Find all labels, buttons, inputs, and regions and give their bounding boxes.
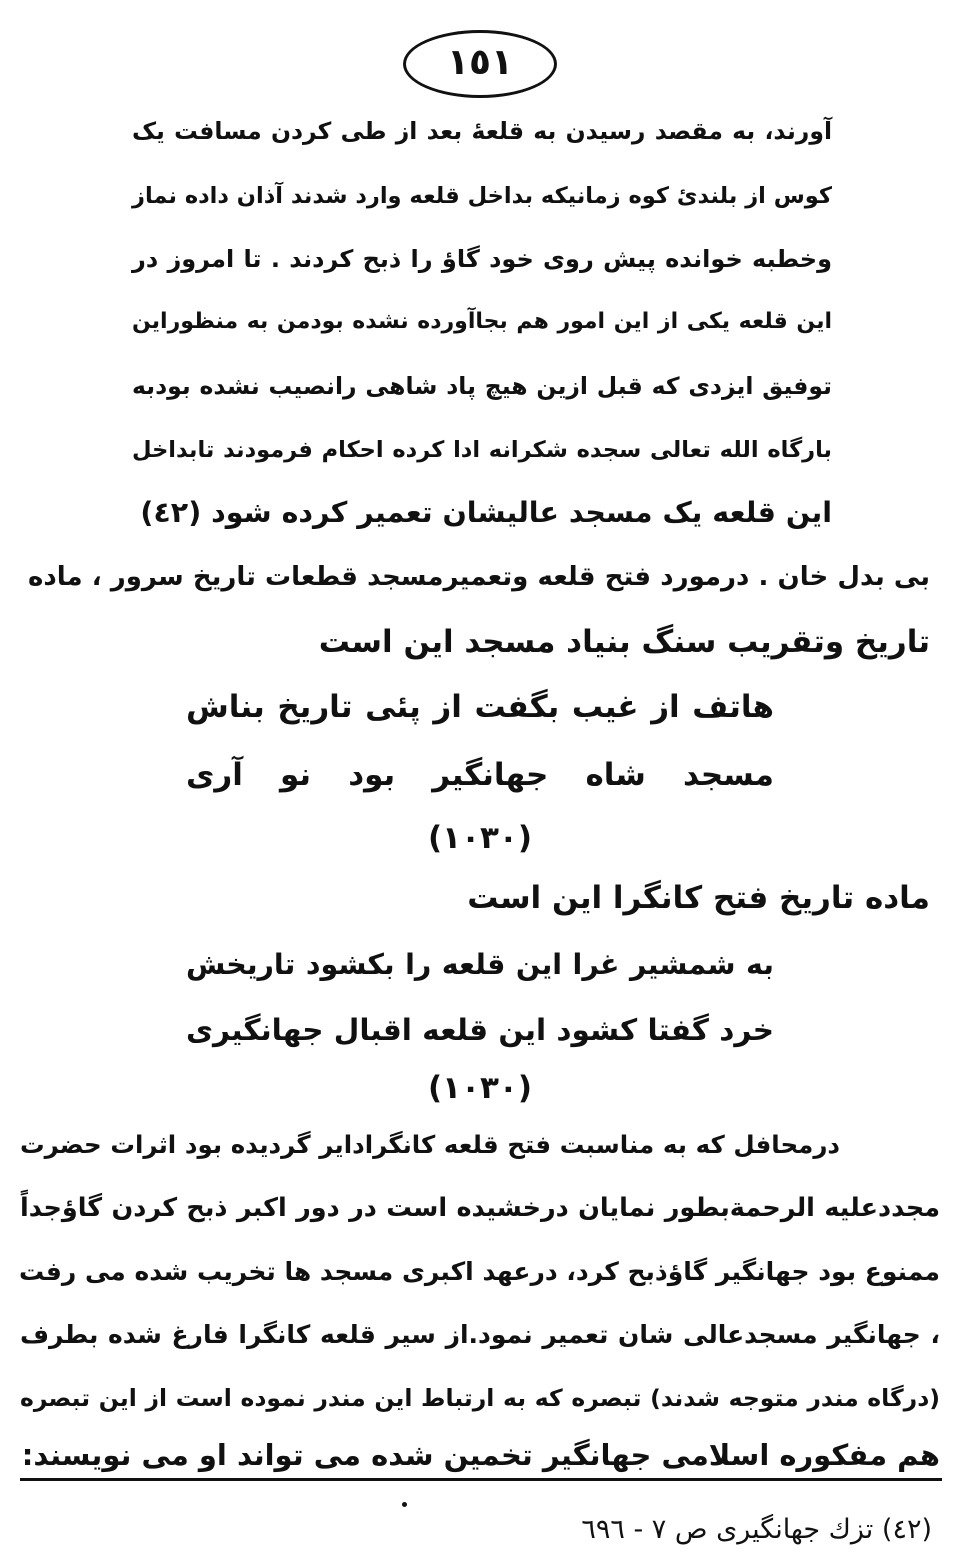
paragraph-1-line-2: کوس از بلندئ کوه زمانیکه بداخل قلعه وارد شدند آذان داده نماز	[132, 183, 832, 209]
verse-2-line-1: به شمشیر غرا این قلعه را بکشود تاریخش	[186, 948, 774, 981]
verse-1-line-1: هاتف از غیب بگفت از پئی تاریخ بناش	[186, 689, 774, 725]
paragraph-3-line-5: (درگاه مندر متوجه شدند) تبصره که به ارتباط این مندر نموده است از این تبصره	[20, 1384, 940, 1412]
verse-1-year: (١٠٣٠)	[427, 820, 533, 856]
page-number: ١٥١	[403, 30, 557, 98]
ink-dot	[402, 1502, 407, 1507]
page-number-frame	[0, 30, 960, 98]
paragraph-1-line-3: وخطبه خوانده پیش روی خود گاؤ را ذبح کردند . تا امروز در	[132, 245, 832, 273]
intro-2: ماده تاریخ فتح کانگرا این است	[467, 880, 930, 916]
paragraph-3-line-2: مجددعلیه الرحمةبطور نمایان درخشیده است در دور اکبر ذبح کردن گاؤجداً	[20, 1193, 940, 1223]
paragraph-2-line-2: تاریخ وتقریب سنگ بنیاد مسجد این است	[318, 624, 930, 660]
paragraph-3-line-4: ، جهانگیر مسجدعالی شان تعمیر نمود.از سیر قلعه کانگرا فارغ شده بطرف	[20, 1320, 940, 1349]
paragraph-3-line-3: ممنوع بود جهانگیر گاؤذبح کرد، درعهد اکبری مسجد ها تخریب شده می رفت	[19, 1257, 940, 1286]
verse-1-line-2: مسجد شاه جهانگیر بود نو آری	[186, 757, 774, 793]
paragraph-2-line-1: بی بدل خان . درمورد فتح قلعه وتعمیرمسجد قطعات تاریخ سرور ، ماده	[28, 562, 930, 592]
paragraph-3-line-6: هم مفکوره اسلامی جهانگیر تخمین شده می تواند او می نویسند:	[21, 1438, 940, 1472]
paragraph-1-line-6: بارگاه الله تعالی سجده شکرانه ادا کرده احکام فرمودند تابداخل	[132, 437, 832, 463]
paragraph-1-line-1: آورند، به مقصد رسیدن به قلعهٔ بعد از طی کردن مسافت یک	[132, 117, 832, 145]
paragraph-1-line-4: این قلعه یکی از این امور هم بجاآورده نشده بودمن به منظوراین	[132, 309, 832, 334]
footnote-divider	[20, 1478, 942, 1481]
paragraph-1-line-7: این قلعه یک مسجد عالیشان تعمیر کرده شود (٤٢)	[140, 496, 832, 529]
paragraph-3-line-1: درمحافل که به مناسبت فتح قلعه کانگرادایر گردیده بود اثرات حضرت	[20, 1130, 840, 1159]
paragraph-1-line-5: توفیق ایزدی که قبل ازین هیچ پاد شاهی رانصیب نشده بودبه	[132, 372, 832, 400]
verse-2-line-2: خرد گفتا کشود این قلعه اقبال جهانگیری	[186, 1013, 774, 1047]
footnote: (٤٢) تزك جهانگیری ص ٧ - ٦٩٦	[581, 1514, 932, 1545]
verse-2-year: (١٠٣٠)	[427, 1070, 533, 1106]
